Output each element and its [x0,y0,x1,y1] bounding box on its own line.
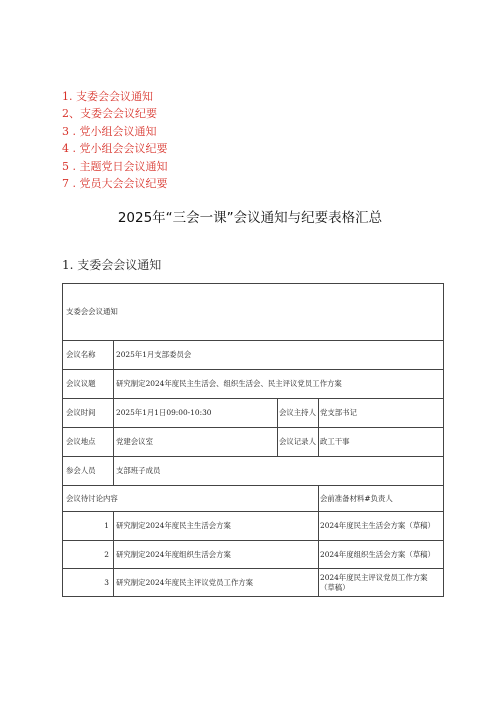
agenda-number: 1 [63,512,114,541]
toc-item[interactable]: 2、支委会会议纪要 [62,107,157,121]
place-value: 党建会议室 [114,428,278,457]
agenda-content: 研究制定2024年度组织生活会方案 [114,541,319,569]
toc-item[interactable]: 3 . 党小组会议通知 [62,124,157,138]
section-title: 1. 支委会会议通知 [62,258,162,272]
attendees-value: 支部班子成员 [114,457,444,486]
toc-item[interactable]: 1. 支委会会议通知 [62,90,153,103]
agenda-label: 会议待讨论内容 [63,486,319,512]
meeting-notice-table [62,283,444,597]
recorder-value: 政工干事 [319,428,444,457]
agenda-material: 2024年度民主评议党员工作方案（草稿） [319,569,444,597]
toc-item[interactable]: 5 . 主题党日会议通知 [62,159,168,173]
table-row [63,569,444,597]
agenda-material: 2024年度组织生活会方案（草稿） [319,541,444,569]
materials-label: 会前准备材料#负责人 [319,486,444,512]
meeting-name-label: 会议名称 [63,341,114,370]
table-row [63,541,444,569]
agenda-content: 研究制定2024年度民主评议党员工作方案 [114,569,319,597]
host-value: 党支部书记 [319,399,444,428]
place-label: 会议地点 [63,428,114,457]
table-of-contents [62,88,168,192]
agenda-number: 3 [63,569,114,597]
page-title: 2025年“三会一课”会议通知与纪要表格汇总 [117,210,383,226]
table-header: 支委会会议通知 [63,284,444,341]
topic-value: 研究制定2024年度民主生活会、组织生活会、民主评议党员工作方案 [114,370,444,399]
recorder-label: 会议记录人 [278,428,319,457]
toc-item[interactable]: 4 . 党小组会会议纪要 [62,142,168,156]
agenda-content: 研究制定2024年度民主生活会方案 [114,512,319,541]
time-label: 会议时间 [63,399,114,428]
meeting-name-value: 2025年1月支部委员会 [114,341,444,370]
table-row [63,512,444,541]
attendees-label: 参会人员 [63,457,114,486]
agenda-material: 2024年度民主生活会方案（草稿） [319,512,444,541]
host-label: 会议主持人 [278,399,319,428]
agenda-number: 2 [63,541,114,569]
topic-label: 会议议题 [63,370,114,399]
time-value: 2025年1月1日09:00-10:30 [114,399,278,428]
toc-item[interactable]: 7 . 党员大会会议纪要 [62,177,168,191]
